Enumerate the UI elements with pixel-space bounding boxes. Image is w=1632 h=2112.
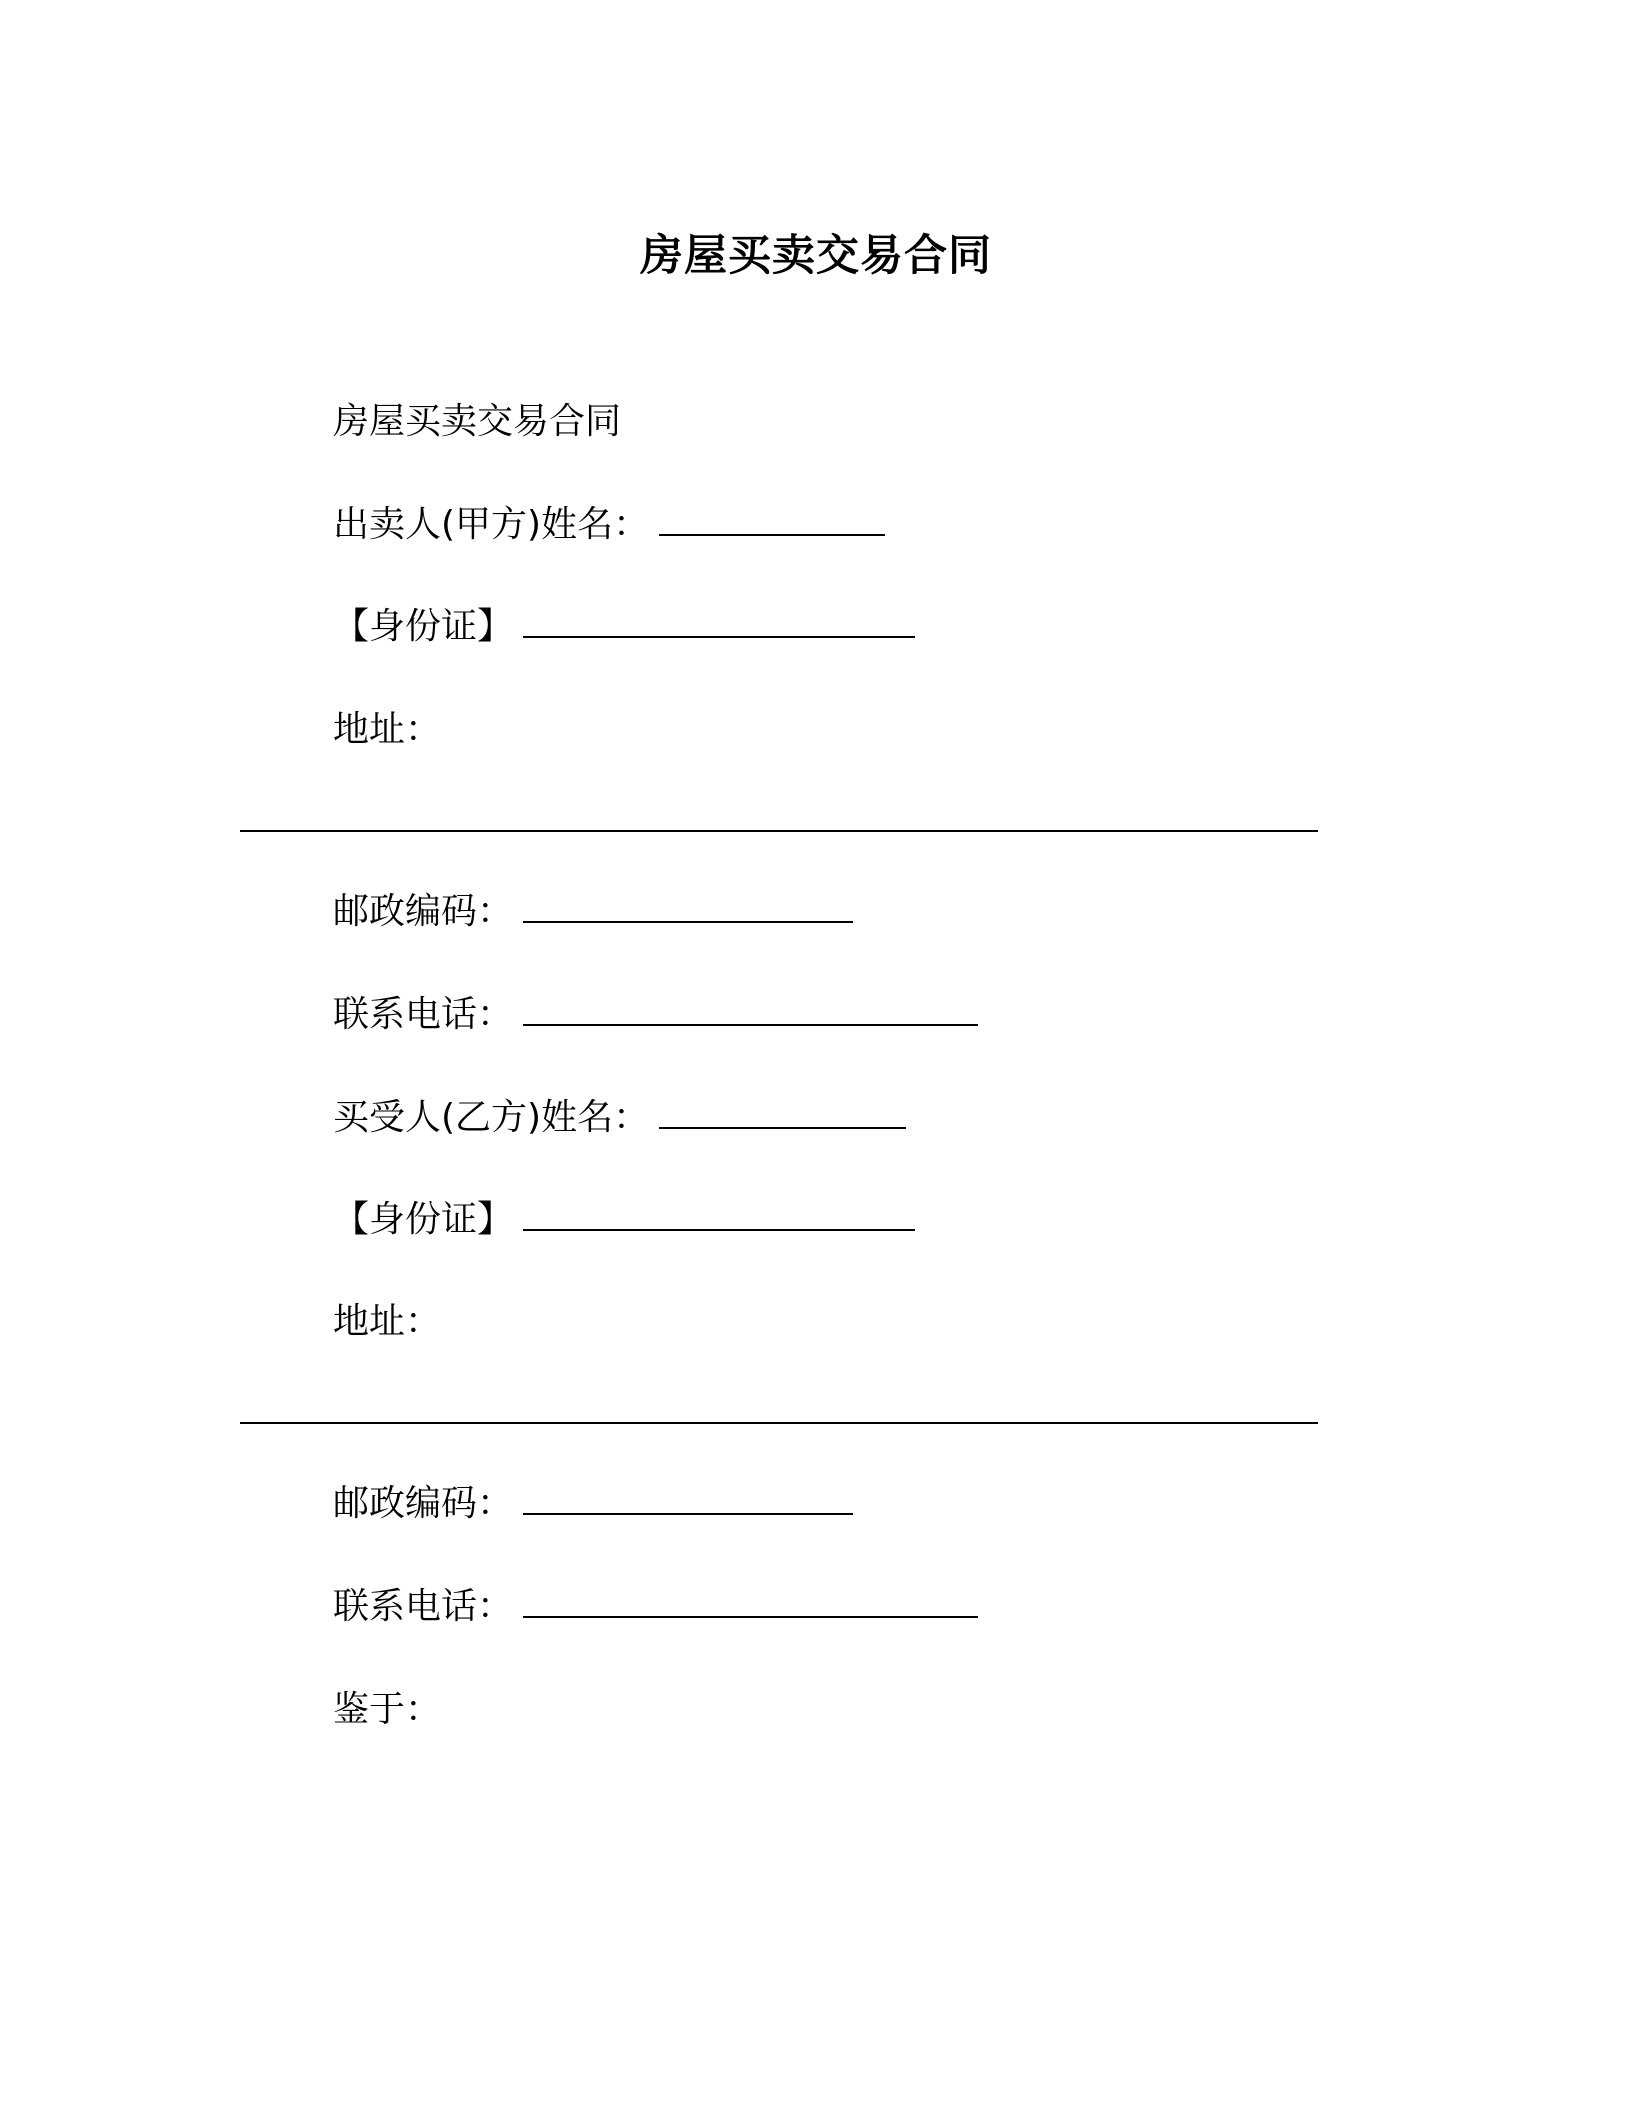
- buyer-id-row: [333, 1198, 915, 1242]
- buyer-id-blank: [523, 1199, 915, 1231]
- seller-phone-label: 联系电话：: [333, 994, 514, 1035]
- seller-address-label: 地址：: [333, 709, 442, 750]
- seller-id-blank: [523, 606, 915, 638]
- seller-postcode-blank: [523, 891, 853, 923]
- document-title: 房屋买卖交易合同: [640, 231, 992, 281]
- buyer-name-label: 买受人(乙方)姓名：: [333, 1097, 650, 1138]
- seller-phone-blank: [523, 994, 978, 1026]
- seller-postcode-row: [333, 890, 853, 934]
- seller-id-label: 【身份证】: [333, 606, 514, 647]
- seller-postcode-label: 邮政编码：: [333, 891, 514, 932]
- buyer-postcode-row: [333, 1482, 853, 1526]
- buyer-address-label: 地址：: [333, 1301, 442, 1342]
- seller-address-rule: [240, 830, 1318, 832]
- buyer-postcode-blank: [523, 1483, 853, 1515]
- buyer-postcode-label: 邮政编码：: [333, 1483, 514, 1524]
- buyer-address-rule: [240, 1422, 1318, 1424]
- document-subtitle: 房屋买卖交易合同: [333, 401, 622, 442]
- whereas-label: 鉴于：: [333, 1689, 442, 1730]
- buyer-name-blank: [659, 1097, 906, 1129]
- buyer-phone-row: [333, 1585, 978, 1629]
- seller-name-blank: [659, 504, 885, 536]
- buyer-id-label: 【身份证】: [333, 1199, 514, 1240]
- buyer-phone-blank: [523, 1586, 978, 1618]
- seller-phone-row: [333, 993, 978, 1037]
- buyer-phone-label: 联系电话：: [333, 1586, 514, 1627]
- seller-id-row: [333, 605, 915, 649]
- seller-name-label: 出卖人(甲方)姓名：: [333, 504, 650, 545]
- seller-name-row: [333, 503, 885, 547]
- buyer-name-row: [333, 1096, 906, 1140]
